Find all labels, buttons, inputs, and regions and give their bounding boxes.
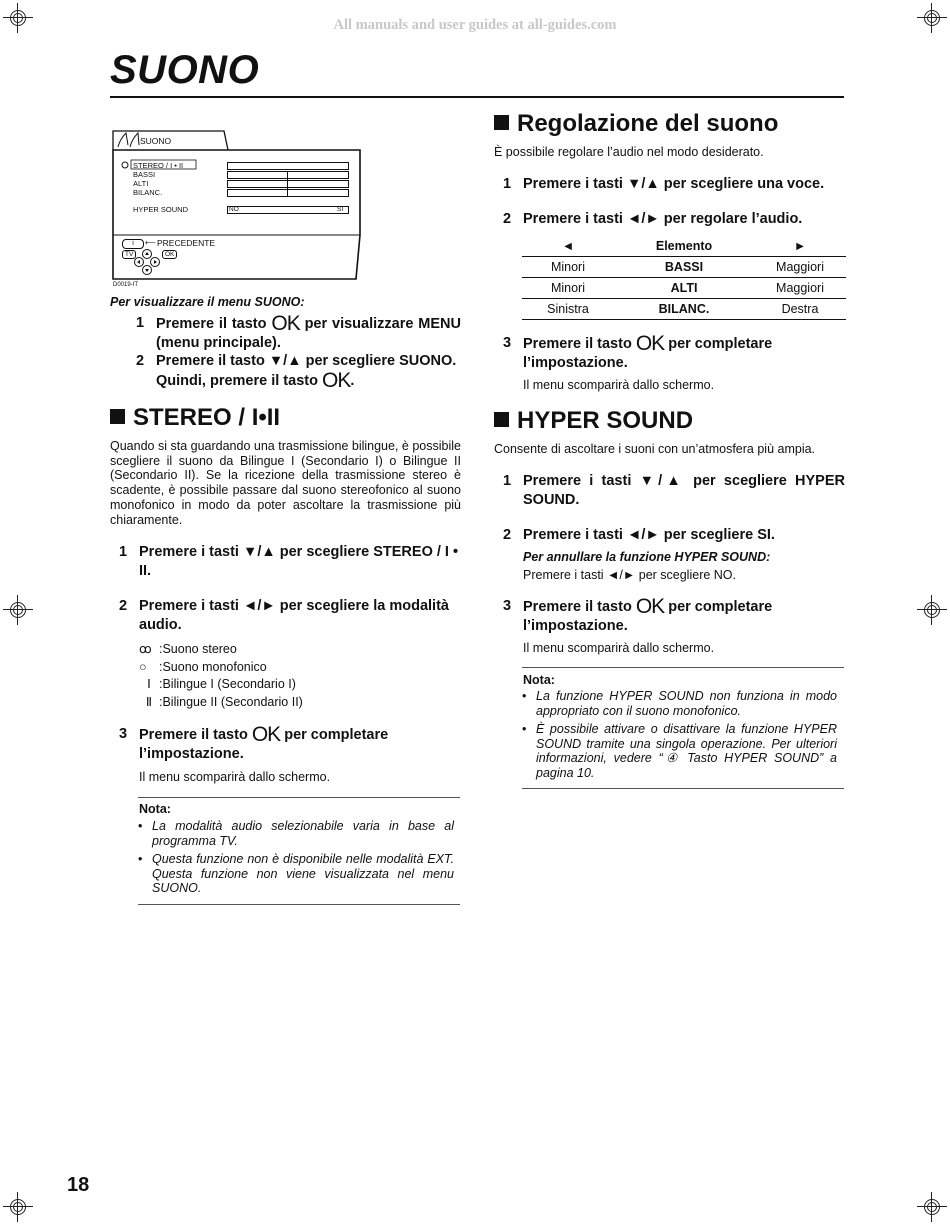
stereo-step-1: 1 Premere i tasti ▼/▲ per scegliere STEREO / I • II. [119, 544, 459, 579]
menu-bar-alti [227, 180, 349, 188]
table-header-item: Elemento [655, 239, 713, 253]
audio-mode-bilingual-1: Ⅰ :Bilingue I (Secondario I) [139, 676, 439, 694]
table-cell: Minori [550, 281, 586, 295]
hyper-step-1: 1 Premere i tasti ▼/▲ per scegliere HYPER SOUND. [503, 473, 845, 508]
step-number: 1 [119, 544, 128, 560]
stereo-step-3: 3 Premere il tasto OK per completare l’impostazione. [119, 723, 389, 762]
regolazione-step-3: 3 Premere il tasto OK per completare l’impostazione. [503, 332, 773, 371]
hyper-step-3-note: Il menu scomparirà dallo schermo. [523, 641, 715, 655]
page-number: 18 [67, 1174, 90, 1196]
hyper-nota-item-2: • È possibile attivare o disattivare la funzione HYPER SOUND tramite una singola operazione. Per ulteriori informazioni, vedere “④ Tasto HYPER SOUND” a pagina 10. [522, 722, 837, 780]
sound-adjust-table [522, 236, 846, 320]
hyper-nota-bottom-rule [522, 788, 844, 789]
hyper-nota-title: Nota: [523, 673, 555, 687]
regolazione-heading: Regolazione del suono [494, 110, 778, 138]
menu-intro-step-2: 2 Premere il tasto ▼/▲ per scegliere SUONO. Quindi, premere il tasto OK. [156, 352, 461, 391]
stereo-heading: STEREO / I•II [110, 404, 280, 432]
registration-mark-mid-right [917, 595, 947, 625]
mono-icon: ○ [139, 659, 147, 674]
ok-button-glyph: OK [251, 723, 281, 746]
stereo-nota-title: Nota: [139, 802, 171, 816]
table-cell: BASSI [664, 260, 704, 274]
hyper-nota-item-1: • La funzione HYPER SOUND non funziona in modo appropriato con il suono monofonico. [522, 689, 837, 718]
step-number: 1 [503, 176, 512, 192]
menu-intro-step-2-b: Quindi, premere il tasto [156, 373, 318, 389]
table-cell: BILANC. [658, 302, 710, 316]
stereo-step-3-note: Il menu scomparirà dallo schermo. [139, 770, 331, 784]
audio-mode-bilingual-2: Ⅱ :Bilingue II (Secondario II) [139, 694, 439, 712]
ok-button-glyph: OK [635, 595, 665, 618]
menu-bar-bilanc [227, 189, 349, 197]
menu-row-bassi: BASSI [133, 170, 156, 179]
table-cell: Maggiori [776, 281, 824, 295]
stereo-nota-item-2: • Questa funzione non è disponibile nelle modalità EXT. Questa funzione non viene visualizzata nel menu SUONO. [138, 852, 454, 895]
registration-mark-bottom-right [917, 1192, 947, 1222]
menu-hyper-si: SI [337, 206, 344, 213]
regolazione-intro: È possibile regolare l’audio nel modo desiderato. [494, 145, 764, 159]
table-cell: ALTI [670, 281, 698, 295]
section-bullet-icon [494, 412, 509, 427]
stereo-icon: ꝏ [139, 642, 152, 656]
bilingual-1-icon: Ⅰ [147, 677, 151, 691]
menu-bar-stereo [227, 162, 349, 170]
menu-intro-step-1-a: Premere il tasto [156, 316, 267, 332]
hyper-step-3: 3 Premere il tasto OK per completare l’impostazione. [503, 595, 773, 634]
regolazione-step-1: 1 Premere i tasti ▼/▲ per scegliere una voce. [503, 176, 825, 192]
stereo-nota-top-rule [138, 797, 460, 798]
step-number: 3 [119, 726, 128, 742]
back-arrow-icon: ⟵ [145, 238, 156, 247]
step-number: 2 [136, 353, 145, 369]
regolazione-step-2: 2 Premere i tasti ◄/► per regolare l’audio. [503, 211, 803, 227]
hyper-step-2: 2 Premere i tasti ◄/► per scegliere SI. [503, 527, 775, 543]
ok-button-glyph: OK [271, 312, 300, 335]
menu-bar-bassi [227, 171, 349, 179]
page-title: SUONO [110, 48, 260, 92]
menu-row-bilanc: BILANC. [133, 188, 163, 197]
step-number: 3 [503, 335, 512, 351]
menu-screen-illustration [110, 125, 365, 295]
hyper-sound-heading: HYPER SOUND [494, 407, 693, 435]
menu-intro-step-1 [136, 312, 461, 353]
audio-mode-mono: ○ :Suono monofonico [139, 659, 439, 677]
menu-figure-code: D0019-IT [113, 282, 139, 288]
info-icon: i [122, 239, 144, 249]
menu-row-stereo: STEREO / I • II [133, 161, 184, 170]
hyper-cancel-body: Premere i tasti ◄/► per scegliere NO. [523, 568, 737, 582]
menu-tv-label: TV [122, 250, 136, 259]
table-header-right: ► [793, 239, 807, 253]
step-number: 2 [119, 598, 128, 614]
table-cell: Maggiori [776, 260, 824, 274]
ok-button-glyph: OK [635, 332, 665, 355]
menu-ok-label: OK [162, 250, 177, 259]
menu-intro-heading: Per visualizzare il menu SUONO: [110, 295, 305, 309]
hyper-cancel-title: Per annullare la funzione HYPER SOUND: [523, 550, 771, 564]
stereo-nota-item-1: • La modalità audio selezionabile varia in base al programma TV. [138, 819, 454, 848]
bilingual-2-icon: Ⅱ [145, 694, 153, 709]
title-rule [110, 96, 844, 98]
menu-hyper-no: NO [229, 206, 239, 213]
stereo-nota-bottom-rule [138, 904, 460, 905]
table-header-left: ◄ [561, 239, 575, 253]
hyper-sound-intro: Consente di ascoltare i suoni con un’atmosfera più ampia. [494, 442, 816, 456]
registration-mark-bottom-left [3, 1192, 33, 1222]
table-cell: Sinistra [547, 302, 589, 316]
ok-button-glyph: OK [321, 369, 351, 392]
stereo-step-2: 2 Premere i tasti ◄/► per scegliere la modalità audio. [119, 598, 449, 633]
audio-mode-stereo: ꝏ :Suono stereo [139, 641, 439, 659]
section-bullet-icon [494, 115, 509, 130]
navigation-pad-icon [134, 249, 160, 275]
menu-back-label: PRECEDENTE [157, 238, 216, 248]
section-bullet-icon [110, 409, 125, 424]
menu-row-hyper-sound: HYPER SOUND [133, 205, 189, 214]
table-header-row [522, 236, 846, 257]
hyper-nota-top-rule [522, 667, 844, 668]
step-number: 1 [136, 315, 145, 331]
audio-mode-list [139, 641, 439, 711]
table-cell: Minori [550, 260, 586, 274]
step-number: 3 [503, 598, 512, 614]
regolazione-step-3-note: Il menu scomparirà dallo schermo. [523, 378, 715, 392]
step-number: 2 [503, 527, 512, 543]
menu-row-alti: ALTI [133, 179, 149, 188]
step-number: 1 [503, 473, 512, 489]
table-row [522, 278, 846, 299]
menu-intro-step-1-b: per visualizzare MENU (menu principale). [156, 316, 461, 351]
menu-bar-center-mark [287, 171, 288, 197]
watermark: All manuals and user guides at all-guides.com [333, 17, 617, 33]
table-row [522, 299, 846, 320]
step-number: 2 [503, 211, 512, 227]
menu-tab-label: SUONO [140, 136, 172, 146]
table-cell: Destra [781, 302, 819, 316]
table-row [522, 257, 846, 278]
menu-intro-step-2-a: Premere il tasto ▼/▲ per scegliere SUONO. [156, 353, 457, 369]
menu-bar-hyper [227, 206, 349, 214]
registration-mark-mid-left [3, 595, 33, 625]
stereo-body: Quando si sta guardando una trasmissione bilingue, è possibile scegliere il suono da Bilingue I (Secondario I) o Bilingue II (Secondario II). Se la ricezione della trasmissione stereo è scadente, è possibile passare dal suono stereofonico al suono monofonico in modo da poter ascoltare la trasmissione più chiaramente. [110, 439, 461, 527]
